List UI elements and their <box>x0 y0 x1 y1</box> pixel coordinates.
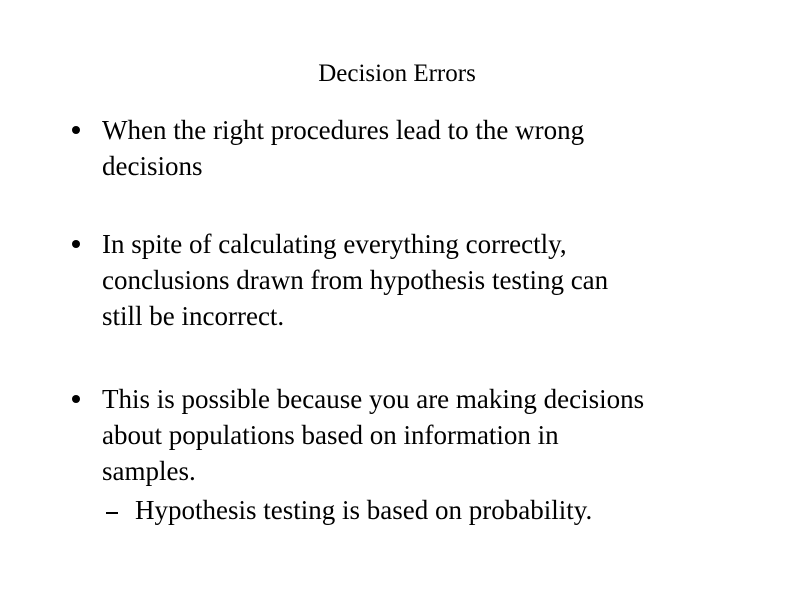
sub-bullet-text: Hypothesis testing is based on probability. <box>135 495 593 525</box>
bullet-dot-icon <box>72 240 80 248</box>
slide-title: Decision Errors <box>318 60 476 87</box>
bullet-text: This is possible because you are making decisions about populations based on information in samples. <box>102 384 645 486</box>
bullet-dot-icon <box>72 126 80 134</box>
bullet-dot-icon <box>72 395 80 403</box>
bullet-text: In spite of calculating everything correctly, conclusions drawn from hypothesis testing can still be incorrect. <box>102 229 609 331</box>
dash-icon <box>106 512 118 514</box>
bullet-text: When the right procedures lead to the wrong decisions <box>102 115 585 181</box>
